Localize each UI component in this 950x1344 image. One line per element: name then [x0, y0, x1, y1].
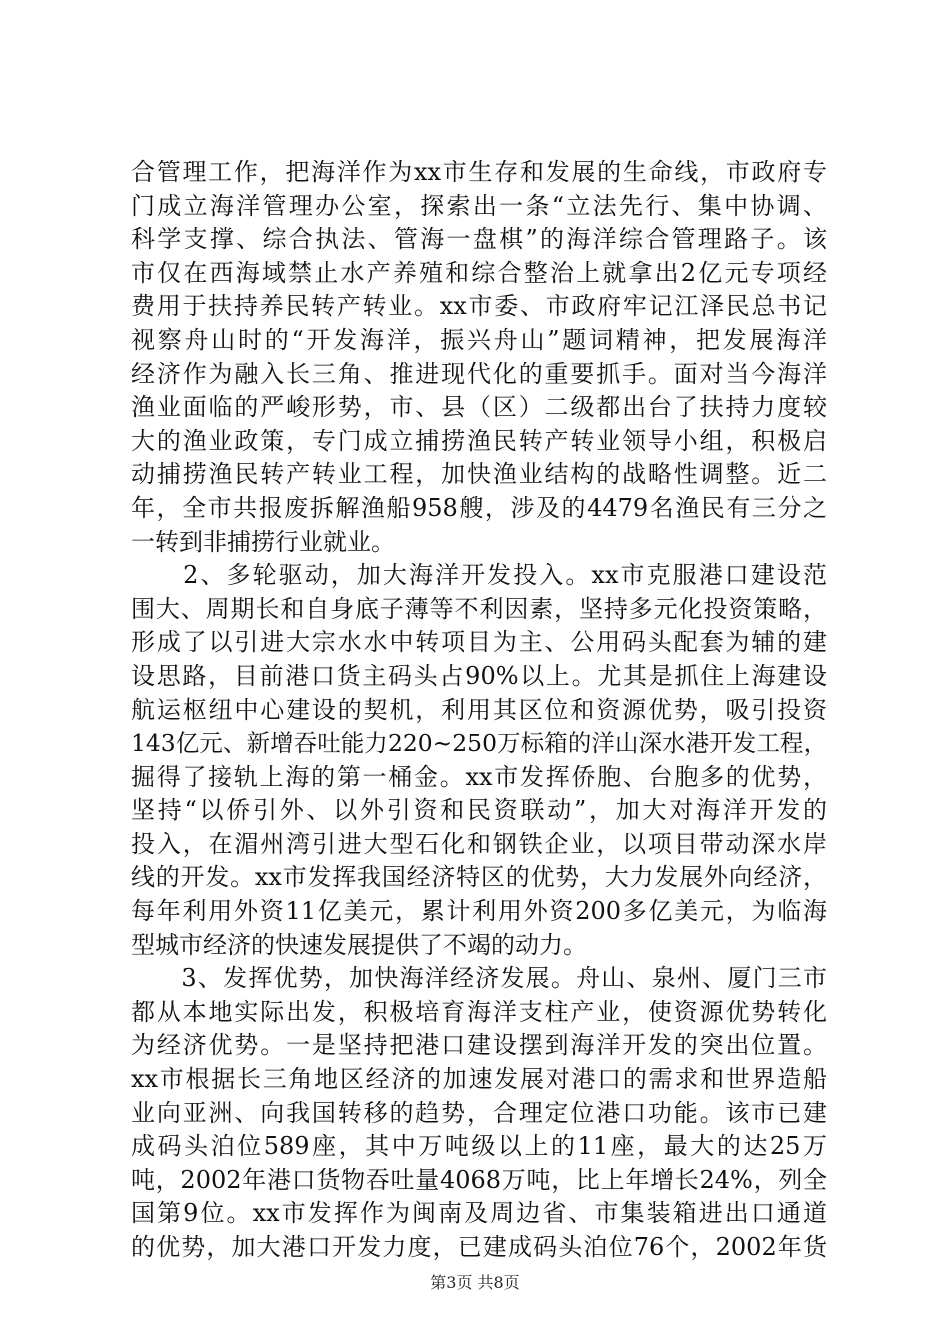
text-line: 年，全市共报废拆解渔船958艘，涉及的4479名渔民有三分之	[131, 493, 827, 522]
page-footer: 第3页 共8页	[430, 1273, 520, 1292]
text-line: 国第9位。xx市发挥作为闽南及周边省、市集装箱进出口通道	[131, 1199, 827, 1228]
text-line: 型城市经济的快速发展提供了不竭的动力。	[131, 930, 587, 959]
text-line: 围大、周期长和自身底子薄等不利因素，坚持多元化投资策略，	[131, 594, 827, 623]
text-line: 业向亚洲、向我国转移的趋势，合理定位港口功能。该市已建	[131, 1098, 827, 1127]
text-line: 动捕捞渔民转产转业工程，加快渔业结构的战略性调整。近二	[131, 460, 827, 489]
text-line: 合管理工作，把海洋作为xx市生存和发展的生命线，市政府专	[131, 158, 827, 186]
text-line: 2、多轮驱动，加大海洋开发投入。xx市克服港口建设范	[131, 561, 827, 590]
text-line: 为经济优势。一是坚持把港口建设摆到海洋开发的突出位置。	[131, 1031, 827, 1060]
text-line: 门成立海洋管理办公室，探索出一条“立法先行、集中协调、	[131, 191, 827, 220]
text-line: 视察舟山时的“开发海洋，振兴舟山”题词精神，把发展海洋	[131, 325, 827, 354]
text-line: 坚持“以侨引外、以外引资和民资联动”，加大对海洋开发的	[131, 796, 827, 825]
text-line: 设思路，目前港口货主码头占90%以上。尤其是抓住上海建设	[131, 661, 827, 690]
text-line: 大的渔业政策，专门成立捕捞渔民转产转业领导小组，积极启	[131, 426, 827, 455]
text-line: 市仅在西海域禁止水产养殖和综合整治上就拿出2亿元专项经	[131, 258, 827, 287]
text-line: 143亿元、新增吞吐能力220~250万标箱的洋山深水港开发工程，	[131, 729, 827, 758]
text-line: 投入，在湄州湾引进大型石化和钢铁企业，以项目带动深水岸	[131, 829, 827, 858]
text-line: 的优势，加大港口开发力度，已建成码头泊位76个，2002年货	[131, 1233, 827, 1261]
text-line: 都从本地实际出发，积极培育海洋支柱产业，使资源优势转化	[131, 997, 827, 1026]
text-line: 每年利用外资11亿美元，累计利用外资200多亿美元，为临海	[131, 897, 827, 926]
text-line: 3、发挥优势，加快海洋经济发展。舟山、泉州、厦门三市	[131, 964, 827, 993]
text-line: xx市根据长三角地区经济的加速发展对港口的需求和世界造船	[131, 1065, 827, 1094]
text-line: 掘得了接轨上海的第一桶金。xx市发挥侨胞、台胞多的优势，	[131, 762, 827, 791]
text-line: 一转到非捕捞行业就业。	[131, 527, 395, 556]
body-text	[131, 156, 827, 1265]
text-line: 科学支撑、综合执法、管海一盘棋”的海洋综合管理路子。该	[131, 225, 827, 254]
text-line: 线的开发。xx市发挥我国经济特区的优势，大力发展外向经济，	[131, 863, 827, 892]
text-line: 经济作为融入长三角、推进现代化的重要抓手。面对当今海洋	[131, 359, 827, 388]
text-line: 成码头泊位589座，其中万吨级以上的11座，最大的达25万	[131, 1132, 827, 1161]
text-line: 费用于扶持养民转产转业。xx市委、市政府牢记江泽民总书记	[131, 292, 827, 321]
text-line: 吨，2002年港口货物吞吐量4068万吨，比上年增长24%，列全	[131, 1165, 827, 1194]
text-line: 渔业面临的严峻形势，市、县（区）二级都出台了扶持力度较	[131, 393, 827, 422]
text-line: 形成了以引进大宗水水中转项目为主、公用码头配套为辅的建	[131, 628, 827, 657]
text-line: 航运枢纽中心建设的契机，利用其区位和资源优势，吸引投资	[131, 695, 827, 724]
